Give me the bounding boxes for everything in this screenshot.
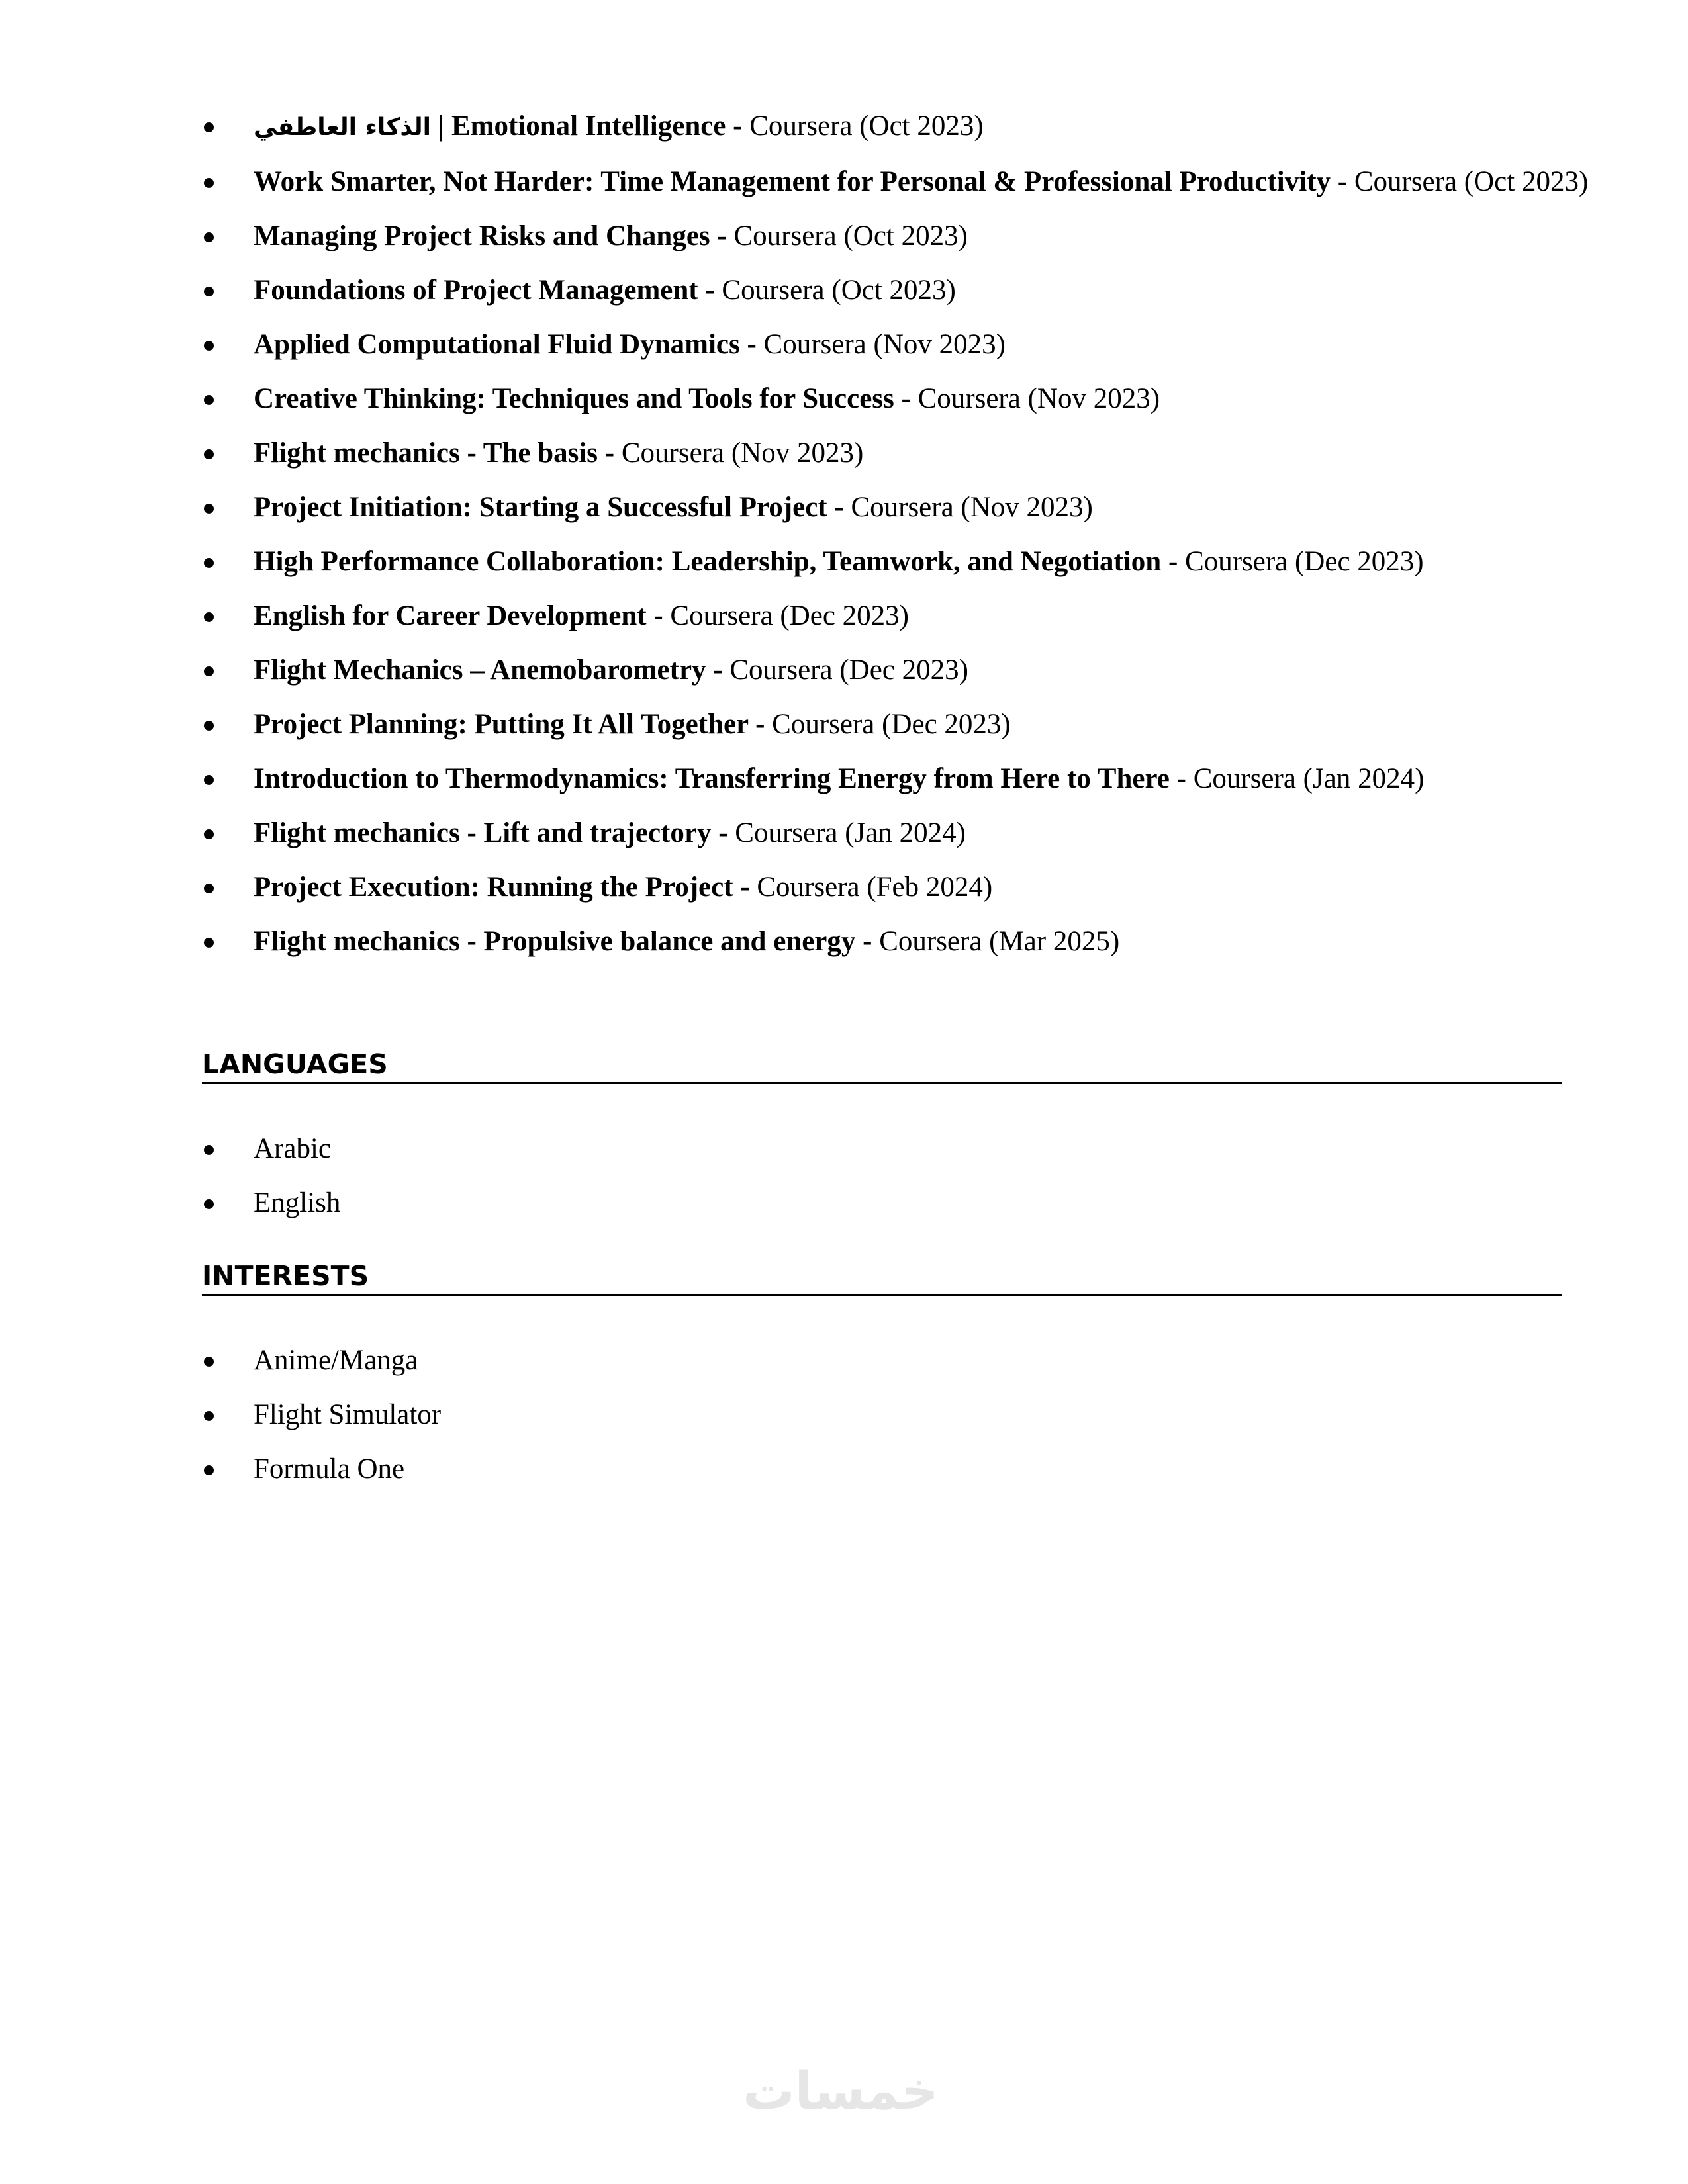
bullet-icon [204, 938, 214, 948]
language-item: Arabic [254, 1133, 331, 1164]
interests-list [202, 1335, 1589, 1498]
list-item [202, 482, 1589, 533]
list-item [202, 1335, 1589, 1387]
bullet-icon [204, 449, 214, 459]
course-title: Emotional Intelligence - [451, 111, 750, 142]
course-title: Flight mechanics - The basis - [254, 437, 622, 469]
list-item [202, 590, 1589, 642]
course-title: Flight mechanics - Lift and trajectory - [254, 817, 735, 848]
course-title: Foundations of Project Management - [254, 275, 722, 306]
course-title: Creative Thinking: Techniques and Tools for Success - [254, 383, 918, 414]
course-title: Flight Mechanics – Anemobarometry - [254, 655, 730, 686]
course-provider: Coursera (Oct 2023) [749, 111, 984, 142]
watermark-logo: خمسات [743, 2062, 939, 2121]
course-title: Work Smarter, Not Harder: Time Management for Personal & Professional Productivity - [254, 166, 1354, 197]
course-provider: Coursera (Dec 2023) [1185, 546, 1424, 577]
bullet-icon [204, 884, 214, 893]
course-provider: Coursera (Dec 2023) [772, 709, 1011, 740]
course-list [202, 101, 1589, 970]
list-item [202, 536, 1589, 588]
bullet-icon [204, 395, 214, 405]
list-item [202, 807, 1589, 859]
course-provider: Coursera (Oct 2023) [1354, 166, 1589, 197]
course-provider: Coursera (Nov 2023) [851, 492, 1093, 523]
course-title: Project Execution: Running the Project - [254, 872, 757, 903]
course-separator: | [430, 111, 451, 142]
list-item [202, 699, 1589, 751]
list-item [202, 916, 1589, 968]
course-title: Project Initiation: Starting a Successful Project - [254, 492, 851, 523]
bullet-icon [204, 721, 214, 731]
course-provider: Coursera (Jan 2024) [1193, 763, 1425, 794]
list-item [202, 101, 1589, 154]
course-title: High Performance Collaboration: Leadership, Teamwork, and Negotiation - [254, 546, 1186, 577]
bullet-icon [204, 1199, 214, 1209]
languages-heading: LANGUAGES [202, 1048, 1562, 1084]
course-provider: Coursera (Mar 2025) [879, 926, 1120, 957]
list-item [202, 645, 1589, 696]
interest-item: Flight Simulator [254, 1399, 442, 1430]
list-item [202, 1443, 1589, 1495]
bullet-icon [204, 341, 214, 351]
interests-heading: INTERESTS [202, 1259, 1562, 1296]
languages-list [202, 1123, 1589, 1232]
course-provider: Coursera (Oct 2023) [733, 220, 968, 251]
bullet-icon [204, 1465, 214, 1475]
list-item [202, 1177, 1589, 1229]
list-item [202, 265, 1589, 316]
course-title: Flight mechanics - Propulsive balance and energy - [254, 926, 880, 957]
course-provider: Coursera (Dec 2023) [670, 600, 909, 631]
course-provider: Coursera (Nov 2023) [763, 329, 1006, 360]
course-title: Managing Project Risks and Changes - [254, 220, 734, 251]
course-title: Introduction to Thermodynamics: Transferring Energy from Here to There - [254, 763, 1194, 794]
bullet-icon [204, 1357, 214, 1367]
bullet-icon [204, 1411, 214, 1421]
course-provider: Coursera (Nov 2023) [917, 383, 1160, 414]
bullet-icon [204, 178, 214, 188]
course-provider: Coursera (Nov 2023) [621, 437, 864, 469]
course-provider: Coursera (Dec 2023) [729, 655, 968, 686]
bullet-icon [204, 558, 214, 568]
interest-item: Formula One [254, 1453, 405, 1484]
list-item [202, 210, 1589, 262]
course-title: Applied Computational Fluid Dynamics - [254, 329, 764, 360]
list-item [202, 1389, 1589, 1441]
list-item [202, 753, 1589, 805]
bullet-icon [204, 829, 214, 839]
bullet-icon [204, 122, 214, 132]
course-provider: Coursera (Feb 2024) [757, 872, 993, 903]
list-item [202, 862, 1589, 913]
course-title: English for Career Development - [254, 600, 671, 631]
bullet-icon [204, 612, 214, 622]
bullet-icon [204, 287, 214, 296]
interest-item: Anime/Manga [254, 1345, 418, 1376]
list-item [202, 373, 1589, 425]
bullet-icon [204, 775, 214, 785]
list-item [202, 1123, 1589, 1175]
list-item [202, 428, 1589, 479]
list-item [202, 156, 1589, 208]
course-title: Project Planning: Putting It All Together - [254, 709, 773, 740]
language-item: English [254, 1187, 341, 1218]
course-provider: Coursera (Oct 2023) [722, 275, 956, 306]
list-item [202, 319, 1589, 371]
bullet-icon [204, 1145, 214, 1155]
bullet-icon [204, 504, 214, 514]
bullet-icon [204, 232, 214, 242]
course-title-arabic: الذكاء العاطفي [254, 114, 431, 141]
bullet-icon [204, 666, 214, 676]
course-provider: Coursera (Jan 2024) [735, 817, 966, 848]
